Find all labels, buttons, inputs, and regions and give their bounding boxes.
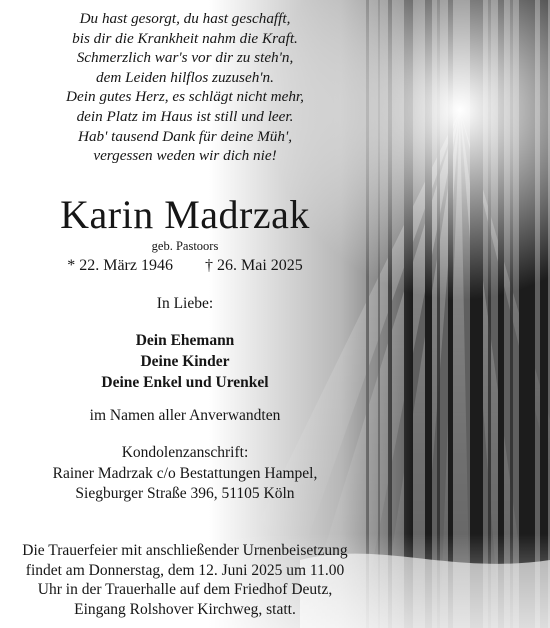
- death-date: † 26. Mai 2025: [204, 257, 303, 274]
- maiden-name: geb. Pastoors: [151, 239, 219, 253]
- funeral-notice: [0, 541, 370, 619]
- funeral-line: Die Trauerfeier mit anschließender Urnenbeisetzung: [22, 542, 348, 559]
- in-love-line: In Liebe:: [156, 295, 214, 312]
- funeral-line: Uhr in der Trauerhalle auf dem Friedhof Deutz,: [37, 581, 333, 598]
- poem-line: Schmerzlich war's vor dir zu steh'n,: [76, 49, 294, 67]
- mourner: Deine Enkel und Urenkel: [101, 374, 269, 391]
- mourners-list: [0, 330, 370, 393]
- condolence-heading: Kondolenzanschrift:: [121, 444, 249, 461]
- condolence-line: Rainer Madrzak c/o Bestattungen Hampel,: [52, 464, 318, 482]
- memorial-poem: [0, 9, 370, 166]
- poem-line: Du hast gesorgt, du hast geschafft,: [79, 10, 291, 27]
- poem-line: dein Platz im Haus ist still und leer.: [76, 107, 294, 125]
- poem-line: Hab' tausend Dank für deine Müh',: [77, 127, 293, 145]
- condolence-line: Siegburger Straße 396, 51105 Köln: [75, 485, 295, 502]
- funeral-line: Eingang Rolshover Kirchweg, statt.: [74, 600, 296, 618]
- poem-line: vergessen weden wir dich nie!: [93, 147, 277, 165]
- mourner: Deine Kinder: [140, 353, 230, 370]
- mourner: Dein Ehemann: [135, 332, 235, 349]
- on-behalf-line: im Namen aller Anverwandten: [89, 407, 281, 424]
- deceased-name: Karin Madrzak: [60, 192, 310, 237]
- birth-date: * 22. März 1946: [67, 257, 173, 274]
- poem-line: dem Leiden hilflos zuzuseh'n.: [96, 68, 274, 86]
- poem-line: Dein gutes Herz, es schlägt nicht mehr,: [66, 88, 304, 106]
- poem-line: bis dir die Krankheit nahm die Kraft.: [72, 29, 298, 47]
- funeral-line: findet am Donnerstag, dem 12. Juni 2025 um 11.00: [25, 561, 345, 579]
- life-dates: [0, 256, 370, 276]
- condolence-address: [0, 443, 370, 505]
